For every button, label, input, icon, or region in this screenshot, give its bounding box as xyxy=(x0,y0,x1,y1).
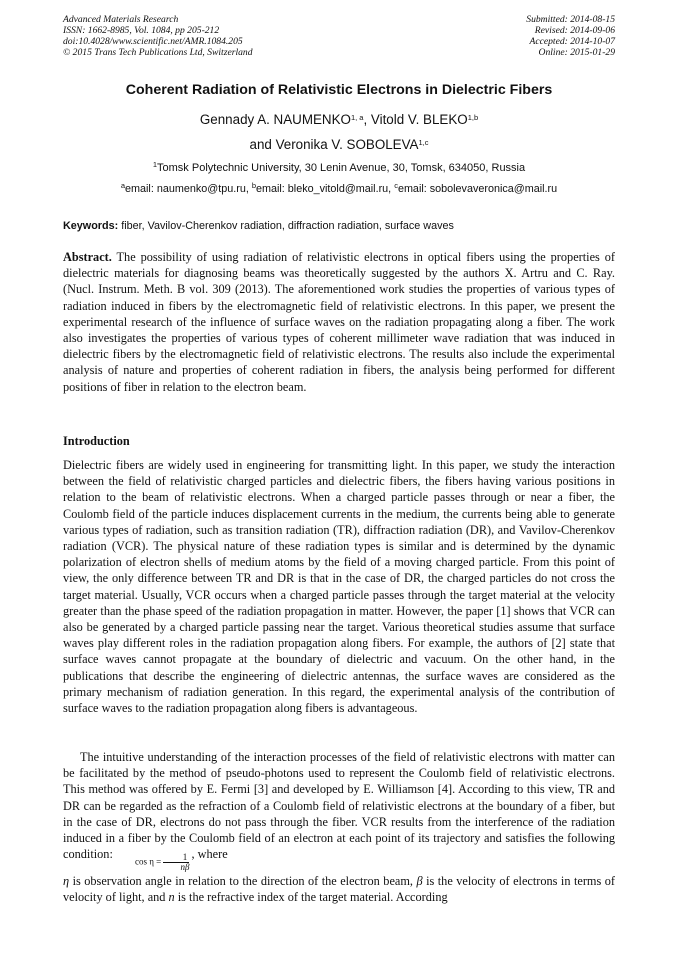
equation-denominator: nβ xyxy=(180,861,190,872)
date-submitted: Submitted: 2014-08-15 xyxy=(526,14,615,25)
email-c-sup: c xyxy=(394,181,398,190)
date-revised: Revised: 2014-09-06 xyxy=(534,25,615,36)
affiliation xyxy=(0,162,678,174)
email-a-sup: a xyxy=(120,181,126,190)
keywords xyxy=(63,220,615,232)
keywords-label: Keywords: xyxy=(63,220,119,232)
journal-name: Advanced Materials Research xyxy=(63,14,179,25)
abstract xyxy=(63,249,615,395)
journal-issn: ISSN: 1662-8985, Vol. 1084, pp 205-212 xyxy=(63,25,220,36)
author-separator: , xyxy=(363,112,371,127)
affiliation-text: Tomsk Polytechnic University, 30 Lenin Avenue, 30, Tomsk, 634050, Russia xyxy=(157,162,526,174)
abstract-label: Abstract. xyxy=(63,250,112,264)
symbol-beta: β xyxy=(416,874,423,888)
symbol-eta: η xyxy=(63,874,70,888)
paper-title: Coherent Radiation of Relativistic Electrons in Dielectric Fibers xyxy=(125,82,553,98)
section-heading-introduction: Introduction xyxy=(63,434,130,448)
email-soboleva: email: sobolevaveronica@mail.ru xyxy=(397,183,558,195)
intro-paragraph-2-text: The intuitive understanding of the interaction processes of the field of relativistic electrons with matter can be facilitated by the method of pseudo-photons used to represent the Coulomb field of relativistic electrons. This method was offered by E. Fermi [3] and developed by E. Williamson [4]. According to this view, TR and DR can be regarded as the refraction of a Coulomb field of relativistic electrons at the boundary of a fiber, but in the case of DR, electrons do not pass through the fiber. VCR results from the interference of the radiation induced in a fiber by the Coulomb field of an electron at each point of its trajectory and satisfies the following condition: xyxy=(63,750,615,862)
email-b-sup: b xyxy=(251,181,256,190)
symbol-n: n xyxy=(168,890,175,905)
journal-copyright: © 2015 Trans Tech Publications Ltd, Switzerland xyxy=(63,47,253,58)
intro-paragraph-3 xyxy=(63,873,615,905)
email-bleko: email: bleko_vitold@mail.ru, xyxy=(256,183,395,195)
author-bleko-sup: 1,b xyxy=(467,113,479,122)
date-online: Online: 2015-01-29 xyxy=(538,47,615,58)
vcr-condition-equation xyxy=(118,853,190,872)
author-naumenko-sup: 1, a xyxy=(350,113,364,122)
authors-line-1 xyxy=(0,112,678,127)
author-naumenko: Gennady A. NAUMENKO xyxy=(199,112,351,127)
author-bleko: Vitold V. BLEKO xyxy=(370,112,468,127)
emails xyxy=(0,183,678,195)
author-soboleva: Veronika V. SOBOLEVA xyxy=(275,137,419,152)
intro-paragraph-1: Dielectric fibers are widely used in engineering for transmitting light. In this paper, we study the interaction between the field of relativistic charged particles and dielectric fibers, the fibers having various positions in relation to the beam of relativistic electrons. When a charged particle passes through or near a fiber, the Coulomb field of the particle induces displacement currents in the medium, the currents being able to generate various types of radiation, such as transition radiation (TR), diffraction radiation (DR), and Vavilov-Cherenkov radiation (VCR). The physical nature of these radiation types is similar and is determined by the dynamic polarization of electron shells of medium atoms by the field of a moving charged particle. From this point of view, the only difference between TR and DR is that in the case of DR, the charged particles do not cross the target material. Usually, VCR occurs when a charged particle passes through the target material at the velocity greater than the phase speed of the radiation propagation in matter. However, the paper [1] shows that VCR can also be generated by a charged particle passing near the target. Various theoretical studies assume that surface waves play different roles in the radiation propagation along fibers. For example, the authors of [2] state that surface waves cannot propagate at the boundary of dielectric and vacuum. On the other hand, in the publications that describe the engineering of dielectric antennas, the surface waves are considered as the primary mechanism of radiation generation. In this regard, the experimental analysis of the contribution of surface waves to the radiation propagation along fibers is advantageous. xyxy=(63,458,615,716)
author-soboleva-sup: 1,c xyxy=(418,138,429,147)
journal-doi: doi:10.4028/www.scientific.net/AMR.1084.205 xyxy=(63,36,243,47)
journal-info xyxy=(63,14,253,58)
equation-numerator: 1 xyxy=(163,853,189,863)
submission-dates xyxy=(526,14,615,58)
affiliation-sup: 1 xyxy=(152,160,158,169)
para3-text-b: is the velocity of electrons in terms of velocity of light, and xyxy=(63,874,616,905)
para3-text-a: is observation angle in relation to the direction of the electron beam, xyxy=(69,874,417,888)
abstract-text: The possibility of using radiation of relativistic electrons in optical fibers using the properties of dielectric materials for diagnosing beams was theoretically suggested by the authors X. Artru and C. Ray. (Nucl. Instrum. Meth. B vol. 309 (2013). The aforementioned work studies the properties of various types of radiation induced in fibers by the electromagnetic field of relativistic electrons. In this paper, we present the experimental research of the influence of surface waves on the radiation propagating along a fiber. The work also investigates the properties of various types of coherent millimeter wave radiation that was induced in dielectric fibers by the electromagnetic field of relativistic electrons. The results also include the experimental analysis of nature and properties of coherent radiation in fibers, the analysis being performed for different positions of fiber in relation to the electron beam. xyxy=(63,250,615,394)
date-accepted: Accepted: 2014-10-07 xyxy=(529,36,615,47)
authors-line-2 xyxy=(0,137,678,152)
equation-lhs: cos η = xyxy=(134,856,164,867)
intro-paragraph-2-end: , where xyxy=(191,847,228,862)
author-and: and xyxy=(249,137,276,152)
intro-paragraph-2 xyxy=(63,749,615,872)
keywords-text: fiber, Vavilov-Cherenkov radiation, diffraction radiation, surface waves xyxy=(118,220,454,232)
email-naumenko: email: naumenko@tpu.ru, xyxy=(125,183,252,195)
para3-text-c: is the refractive index of the target material. According xyxy=(174,890,448,905)
equation-fraction xyxy=(163,853,189,872)
